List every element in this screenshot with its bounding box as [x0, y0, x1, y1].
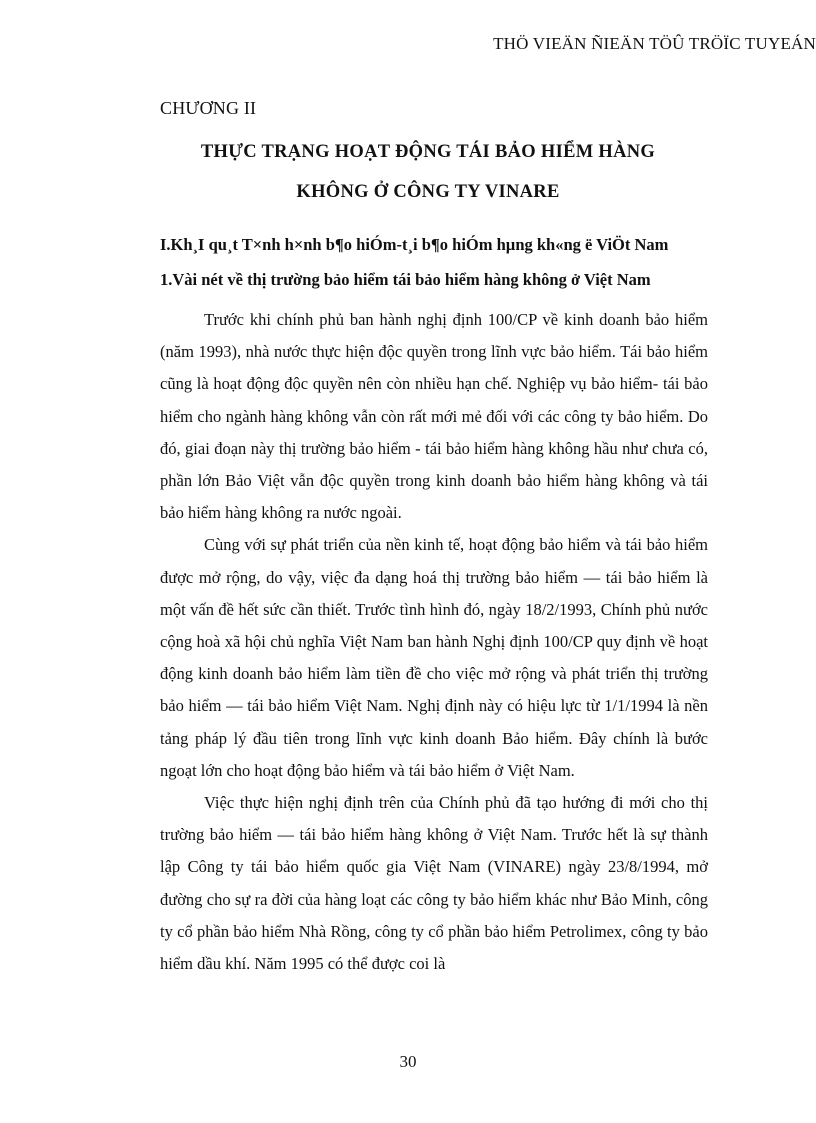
section-heading: I.Kh¸I qu¸t T×nh h×nh b¶o hiÓm-t¸i b¶o hiÓm hµng kh«ng ë ViÖt Nam — [160, 235, 669, 254]
paragraph: Cùng với sự phát triển của nền kinh tế, hoạt động bảo hiểm và tái bảo hiểm được mở rộng, do vậy, việc đa dạng hoá thị trường bảo hiểm — tái bảo hiểm là một vấn đề hết sức cần thiết. Trước tình hình đó, ngày 18/2/1993, Chính phủ nước cộng hoà xã hội chủ nghĩa Việt Nam ban hành Nghị định 100/CP quy định về hoạt động kinh doanh bảo hiểm làm tiền đề cho việc mở rộng và phát triển thị trường bảo hiểm — tái bảo hiểm Việt Nam. Nghị định này có hiệu lực từ 1/1/1994 là nền tảng pháp lý đầu tiên trong lĩnh vực kinh doanh Bảo hiểm. Đây chính là bước ngoạt lớn cho hoạt động bảo hiểm và tái bảo hiểm ở Việt Nam. — [160, 535, 708, 780]
running-header: THÖ VIEÄN ÑIEÄN TÖÛ TRÖÏC TUYEÁN — [493, 34, 816, 53]
paragraph: Việc thực hiện nghị định trên của Chính phủ đã tạo hướng đi mới cho thị trường bảo hiểm — tái bảo hiểm hàng không ở Việt Nam. Trước hết là sự thành lập Công ty tái bảo hiểm quốc gia Việt Nam (VINARE) ngày 23/8/1994, mở đường cho sự ra đời của hàng loạt các công ty bảo hiểm khác như Bảo Minh, công ty cổ phần bảo hiểm Nhà Rồng, công ty cổ phần bảo hiểm Petrolimex, công ty bảo hiểm dầu khí. Năm 1995 có thể được coi là — [160, 793, 708, 974]
chapter-label: CHƯƠNG II — [160, 98, 257, 118]
chapter-title-line-2: KHÔNG Ở CÔNG TY VINARE — [296, 182, 560, 202]
chapter-title-line-1: THỰC TRẠNG HOẠT ĐỘNG TÁI BẢO HIỂM HÀNG — [200, 142, 656, 162]
subsection-heading: 1.Vài nét về thị trường bảo hiểm tái bảo hiểm hàng không ở Việt Nam — [160, 270, 651, 289]
paragraph: Trước khi chính phủ ban hành nghị định 100/CP về kinh doanh bảo hiểm (năm 1993), nhà nước thực hiện độc quyền trong lĩnh vực bảo hiểm. Tái bảo hiểm cũng là hoạt động độc quyền nên còn nhiều hạn chế. Nghiệp vụ bảo hiểm- tái bảo hiểm cho ngành hàng không vẫn còn rất mới mẻ đối với các công ty bảo hiểm. Do đó, giai đoạn này thị trường bảo hiểm - tái bảo hiểm hàng không hầu như chưa có, phần lớn Bảo Việt vẫn độc quyền trong kinh doanh bảo hiểm hàng không và tái bảo hiểm hàng không ra nước ngoài. — [160, 310, 708, 523]
page-number: 30 — [399, 1052, 417, 1071]
body-text — [160, 304, 708, 980]
